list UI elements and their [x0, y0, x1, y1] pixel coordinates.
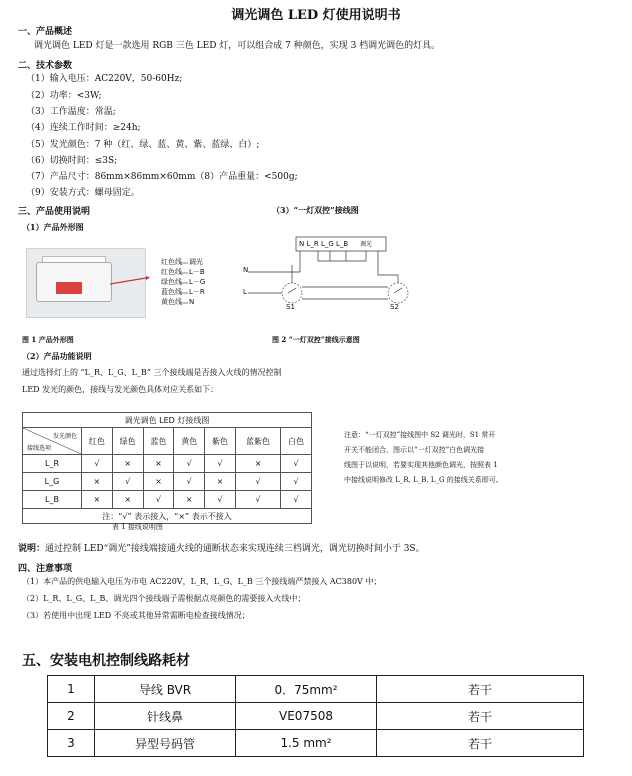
color-header: 绿色 — [112, 428, 143, 455]
mark-cell: × — [82, 473, 113, 491]
row-label: L_G — [23, 473, 82, 491]
function-text-2: LED 发光的颜色，接线与发光颜色具体对应关系如下： — [22, 385, 219, 394]
mark-cell: × — [235, 455, 280, 473]
table-footer-note: 注：“√” 表示接入，“×” 表示不接入 — [23, 509, 312, 524]
table-row — [48, 703, 584, 730]
mark-cell: √ — [205, 455, 236, 473]
mark-cell: × — [112, 491, 143, 509]
terminal-labels: N L_R L_G L_B — [299, 240, 349, 248]
spec-item: （5）发光颜色：7 种（红、绿、蓝、黄、紫、蓝绿、白）; — [26, 140, 260, 150]
wiring-note-line: 线图于以说明，若要实现其他颜色调光，按照表 1 — [344, 461, 498, 469]
mark-cell: √ — [174, 455, 205, 473]
figure-2-caption: 图 2 “一灯双控”接线示意图 — [272, 335, 360, 344]
wire-function-label: 调光 — [189, 258, 203, 266]
table-row — [48, 676, 584, 703]
explanation-text: 通过控制 LED“调光”接线端接通火线的通断状态来实现连续三档调光，调光切换时间小于 3S。 — [45, 544, 425, 554]
wire-function-label: L－R — [189, 288, 205, 296]
switch-s2-label: S2 — [390, 303, 399, 311]
caution-item: （2）L_R、L_G、L_B、调光四个接线端子需根据点亮颜色的需要接入火线中； — [22, 594, 306, 603]
wiring-note-line: 中接线说明修改 L_R, L_B, L_G 的接线关系即可。 — [344, 476, 503, 484]
wire-function-label: N — [189, 298, 195, 306]
wire-lines — [180, 258, 188, 308]
materials-table — [47, 675, 584, 757]
table-row — [23, 473, 312, 491]
spec-item: （2）功率：<3W; — [26, 91, 102, 101]
material-qty: 若干 — [377, 730, 584, 757]
color-header: 紫色 — [205, 428, 236, 455]
table-row — [23, 455, 312, 473]
explanation — [18, 544, 425, 555]
row-label: L_R — [23, 455, 82, 473]
spec-item: （7）产品尺寸：86mm×86mm×60mm（8）产品重量：<500g; — [26, 172, 298, 182]
wire-connector — [56, 282, 82, 294]
page-title: 调光调色 LED 灯使用说明书 — [231, 8, 401, 23]
connection-table-title: 调光调色 LED 灯接线图 — [23, 413, 312, 428]
wiring-note-line: 开关不能闭合，图示以“一灯双控”白色调光接 — [344, 446, 485, 454]
mark-cell: × — [82, 491, 113, 509]
mark-cell: √ — [281, 455, 312, 473]
wiring-l-label: L — [243, 288, 247, 296]
wire-color-label: 红色线 — [161, 258, 182, 266]
function-subheading: （2）产品功能说明 — [22, 351, 92, 361]
row-label: L_B — [23, 491, 82, 509]
mark-cell: √ — [205, 491, 236, 509]
material-spec: 0．75mm² — [236, 676, 377, 703]
switch-s1-label: S1 — [286, 303, 295, 311]
spec-item: （6）切换时间：≤3S; — [26, 156, 118, 166]
mark-cell: √ — [143, 491, 174, 509]
wire-color-label: 绿色线 — [161, 278, 182, 286]
section-2-heading: 二、技术参数 — [18, 61, 73, 71]
mark-cell: × — [174, 491, 205, 509]
material-qty: 若干 — [377, 703, 584, 730]
terminal-label-tail: 调光 — [360, 241, 373, 248]
color-header: 红色 — [82, 428, 113, 455]
wiring-note-line: 注意：“一灯双控”接线图中 S2 调光时，S1 常开 — [344, 431, 496, 439]
color-header: 蓝紫色 — [235, 428, 280, 455]
color-header: 蓝色 — [143, 428, 174, 455]
material-name: 导线 BVR — [95, 676, 236, 703]
material-name: 针线鼻 — [95, 703, 236, 730]
material-qty: 若干 — [377, 676, 584, 703]
section-3-heading: 三、产品使用说明 — [18, 207, 91, 217]
mark-cell: √ — [281, 473, 312, 491]
mark-cell: √ — [235, 473, 280, 491]
wire-color-label: 黄色线 — [161, 298, 182, 306]
row-number: 2 — [48, 703, 95, 730]
figure-1-caption: 图 1 产品外形图 — [22, 335, 74, 344]
explanation-label: 说明： — [18, 544, 46, 554]
wire-color-label: 红色线 — [161, 268, 182, 276]
spec-item: （9）安装方式：螺母固定。 — [26, 188, 140, 198]
mark-cell: √ — [235, 491, 280, 509]
wiring-n-label: N — [243, 266, 249, 274]
spec-item: （1）输入电压：AC220V，50-60Hz; — [26, 74, 183, 84]
spec-item: （3）工作温度：常温; — [26, 107, 116, 117]
table-row — [48, 730, 584, 757]
wire-function-label: L－B — [189, 268, 205, 276]
section-4-heading: 四、注意事项 — [18, 564, 73, 574]
color-header: 黄色 — [174, 428, 205, 455]
wire-function-label: L－G — [189, 278, 206, 286]
mark-cell: √ — [174, 473, 205, 491]
row-number: 1 — [48, 676, 95, 703]
mark-cell: √ — [112, 473, 143, 491]
wiring-subheading: （3）“一灯双控”接线图 — [272, 205, 359, 215]
corner-top-label: 发光颜色 — [52, 433, 77, 440]
table-row — [23, 491, 312, 509]
connection-table — [22, 412, 312, 524]
wire-color-label: 蓝色线 — [161, 288, 182, 296]
row-number: 3 — [48, 730, 95, 757]
mark-cell: √ — [82, 455, 113, 473]
section-1-text: 调光调色 LED 灯是一款选用 RGB 三色 LED 灯，可以组合成 7 种颜色，实现 3 档调光调色的灯具。 — [34, 41, 441, 51]
table-caption: 表 1 接线说明图 — [112, 523, 163, 531]
spec-item: （4）连续工作时间：≥24h; — [26, 123, 141, 133]
function-text-1: 通过选择灯上的 “L_R、L_G、L_B” 三个接线端是否接入火线的情况控制 — [22, 368, 282, 377]
material-spec: 1.5 mm² — [236, 730, 377, 757]
appearance-subheading: （1）产品外形图 — [22, 222, 84, 232]
material-name: 异型号码管 — [95, 730, 236, 757]
mark-cell: √ — [281, 491, 312, 509]
color-header: 白色 — [281, 428, 312, 455]
mark-cell: × — [205, 473, 236, 491]
mark-cell: × — [112, 455, 143, 473]
table-corner-cell — [23, 428, 82, 455]
corner-bottom-label: 接线选项 — [27, 445, 52, 452]
caution-item: （1）本产品的供电输入电压为市电 AC220V，L_R、L_G、L_B 三个接线端严禁接入 AC380V 中； — [22, 577, 382, 586]
caution-item: （3）若使用中出现 LED 不亮或其他异常需断电检查接线情况； — [22, 611, 250, 620]
section-5-heading: 五、安装电机控制线路耗材 — [22, 653, 190, 669]
mark-cell: × — [143, 455, 174, 473]
material-spec: VE07508 — [236, 703, 377, 730]
arrow-icon — [110, 276, 150, 286]
mark-cell: × — [143, 473, 174, 491]
section-1-heading: 一、产品概述 — [18, 27, 73, 37]
